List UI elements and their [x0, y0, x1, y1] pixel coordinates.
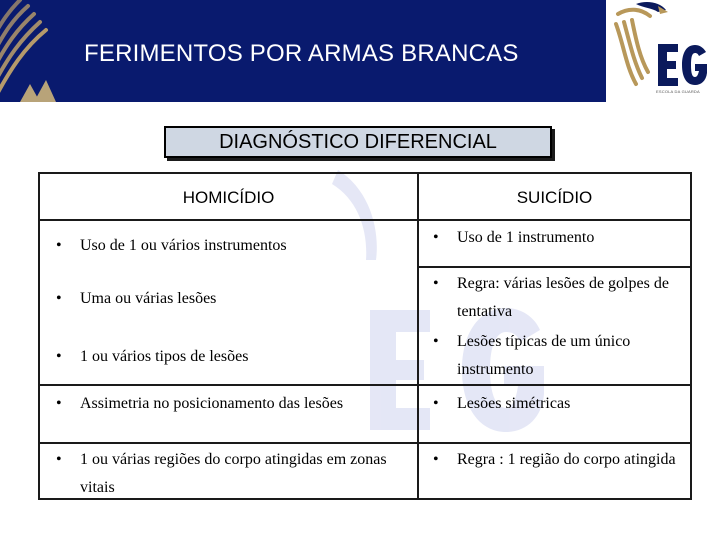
bullet: •: [433, 229, 439, 246]
list-item: [433, 224, 685, 252]
section-subtitle: DIAGNÓSTICO DIFERENCIAL: [164, 126, 552, 158]
row-divider: [40, 384, 690, 386]
column-header-suicidio: SUICÍDIO: [516, 188, 593, 207]
list-item-text: Assimetria no posicionamento das lesões: [80, 395, 344, 412]
row-divider: [40, 219, 690, 221]
eg-letters: [654, 40, 714, 90]
list-item-text: Uma ou várias lesões: [80, 290, 217, 307]
bullet: •: [56, 348, 62, 365]
list-item: [56, 343, 406, 371]
list-item: [56, 390, 406, 418]
list-item: [56, 446, 406, 502]
bullet: •: [56, 290, 62, 307]
list-item-text: Uso de 1 ou vários instrumentos: [80, 237, 287, 254]
list-item-text: Regra: várias lesões de golpes de tentativa: [457, 275, 669, 320]
comparison-table: [38, 172, 692, 500]
title-banner: [0, 0, 606, 102]
row-divider: [40, 442, 690, 444]
bullet: •: [433, 451, 439, 468]
column-divider: [417, 174, 419, 498]
bullet: •: [56, 237, 62, 254]
list-item: [433, 328, 685, 384]
bullet: •: [56, 451, 62, 468]
list-item-text: 1 ou vários tipos de lesões: [80, 348, 249, 365]
page-title: FERIMENTOS POR ARMAS BRANCAS: [84, 40, 519, 67]
list-item: [433, 270, 685, 326]
bullet: •: [433, 275, 439, 292]
list-item: [433, 446, 685, 474]
list-item-text: Uso de 1 instrumento: [457, 229, 595, 246]
list-item: [56, 232, 406, 260]
list-item-text: Lesões simétricas: [457, 395, 571, 412]
logo: [606, 0, 720, 102]
list-item: [433, 390, 685, 418]
column-header-homicidio: HOMICÍDIO: [182, 188, 275, 207]
list-item-text: Lesões típicas de um único instrumento: [457, 333, 631, 378]
list-item-text: Regra : 1 região do corpo atingida: [457, 451, 676, 468]
wing-emblem-icon: [0, 0, 70, 102]
bullet: •: [56, 395, 62, 412]
row-divider: [417, 266, 690, 268]
list-item-text: 1 ou várias regiões do corpo atingidas em zonas vitais: [80, 451, 387, 496]
logo-tagline: ESCOLA DA GUARDA: [656, 89, 700, 94]
list-item: [56, 285, 406, 313]
bullet: •: [433, 395, 439, 412]
bullet: •: [433, 333, 439, 350]
